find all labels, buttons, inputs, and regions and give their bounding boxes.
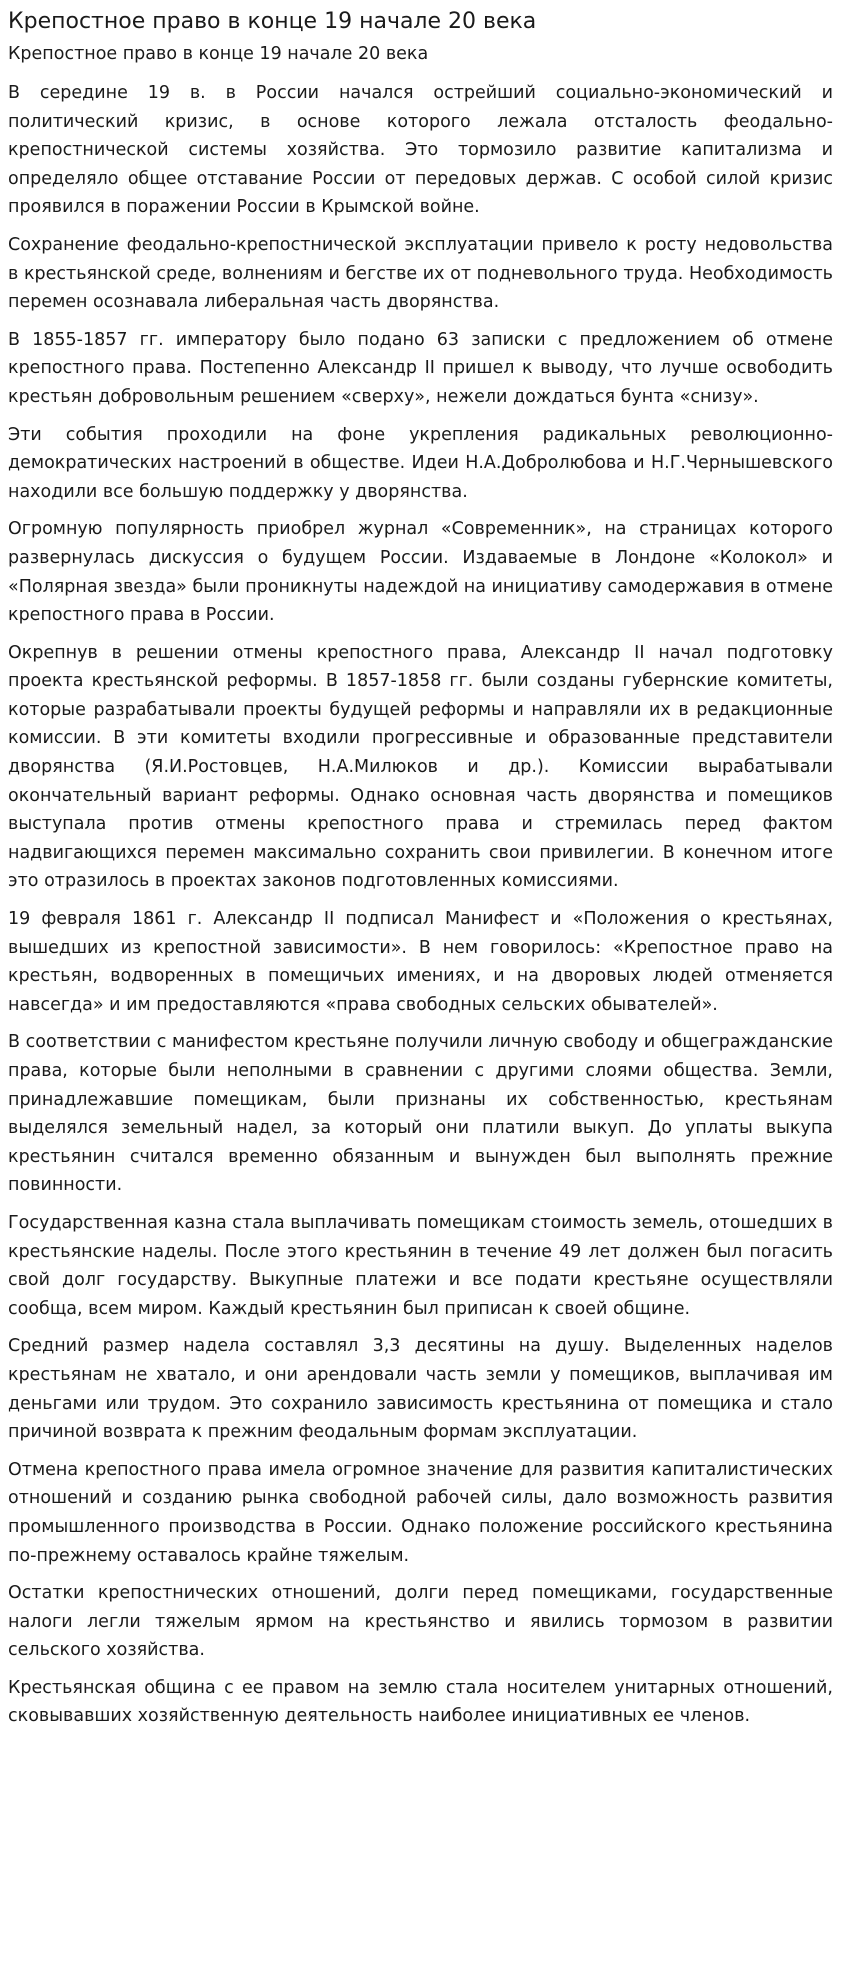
paragraph-9: Государственная казна стала выплачивать помещикам стоимость земель, отошедших в крестьянские наделы. После этого крестьянин в течение 49 лет должен был погасить свой долг государству. Выкупные платежи и все подати крестьяне осуществляли сообща, всем миром. Каждый крестьянин был приписан к своей общине. bbox=[8, 1212, 833, 1319]
paragraph-5: Огромную популярность приобрел журнал «Современник», на страницах которого развернулась дискуссия о будущем России. Издаваемые в Лондоне «Колокол» и «Полярная звезда» были проникнуты надеждой на инициативу самодержавия в отмене крепостного права в России. bbox=[8, 519, 833, 626]
paragraph-3: В 1855-1857 гг. императору было подано 63 записки с предложением об отмене крепостного права. Постепенно Александр II пришел к выводу, что лучше освободить крестьян добровольным решением «сверху», нежели дождаться бунта «снизу». bbox=[8, 329, 833, 407]
paragraph-4: Эти события проходили на фоне укрепления радикальных революционно-демократических настроений в обществе. Идеи Н.А.Добролюбова и Н.Г.Чернышевского находили все большую поддержку у дворянства. bbox=[8, 424, 833, 502]
paragraph-1: В середине 19 в. в России начался острейший социально-экономический и политический кризис, в основе которого лежала отсталость феодально-крепостнической системы хозяйства. Это тормозило развитие капитализма и определяло общее отставание России от передовых держав. С особой силой кризис проявился в поражении России в Крымской войне. bbox=[8, 83, 833, 218]
paragraph-11: Отмена крепостного права имела огромное значение для развития капиталистических отношений и созданию рынка свободной рабочей силы, дало возможность развития промышленного производства в России. Однако положение российского крестьянина по-прежнему оставалось крайне тяжелым. bbox=[8, 1459, 833, 1566]
page-title: Крепостное право в конце 19 начале 20 века bbox=[8, 9, 537, 34]
page-subtitle: Крепостное право в конце 19 начале 20 века bbox=[8, 44, 429, 64]
paragraph-6: Окрепнув в решении отмены крепостного права, Александр II начал подготовку проекта крестьянской реформы. В 1857-1858 гг. были созданы губернские комитеты, которые разрабатывали проекты будущей реформы и направляли их в редакционные комиссии. В эти комитеты входили прогрессивные и образованные представители дворянства (Я.И.Ростовцев, Н.А.Милюков и др.). Комиссии вырабатывали окончательный вариант реформы. Однако основная часть дворянства и помещиков выступала против отмены крепостного права и стремилась перед фактом надвигающихся перемен максимально сохранить свои привилегии. В конечном итоге это отразилось в проектах законов подготовленных комиссиями. bbox=[8, 642, 833, 892]
paragraph-12: Остатки крепостнических отношений, долги перед помещиками, государственные налоги легли тяжелым ярмом на крестьянство и явились тормозом в развитии сельского хозяйства. bbox=[8, 1583, 833, 1661]
paragraph-10: Средний размер надела составлял 3,3 десятины на душу. Выделенных наделов крестьянам не хватало, и они арендовали часть земли у помещиков, выплачивая им деньгами или трудом. Это сохранило зависимость крестьянина от помещика и стало причиной возврата к прежним феодальным формам эксплуатации. bbox=[8, 1336, 833, 1443]
paragraph-13: Крестьянская община с ее правом на землю стала носителем унитарных отношений, сковывавших хозяйственную деятельность наиболее инициативных ее членов. bbox=[8, 1677, 833, 1727]
paragraph-2: Сохранение феодально-крепостнической эксплуатации привело к росту недовольства в крестьянской среде, волнениям и бегстве их от подневольного труда. Необходимость перемен осознавала либеральная часть дворянства. bbox=[8, 234, 833, 313]
paragraph-7: 19 февраля 1861 г. Александр II подписал Манифест и «Положения о крестьянах, вышедших из крепостной зависимости». В нем говорилось: «Крепостное право на крестьян, водворенных в помещичьих имениях, и на дворовых людей отменяется навсегда» и им предоставляются «права свободных сельских обывателей». bbox=[8, 909, 833, 1015]
paragraph-8: В соответствии с манифестом крестьяне получили личную свободу и общегражданские права, которые были неполными в сравнении с другими слоями общества. Земли, принадлежавшие помещикам, были признаны их собственностью, крестьянам выделялся земельный надел, за который они платили выкуп. До уплаты выкупа крестьянин считался временно обязанным и вынужден был выполнять прежние повинности. bbox=[8, 1032, 833, 1196]
